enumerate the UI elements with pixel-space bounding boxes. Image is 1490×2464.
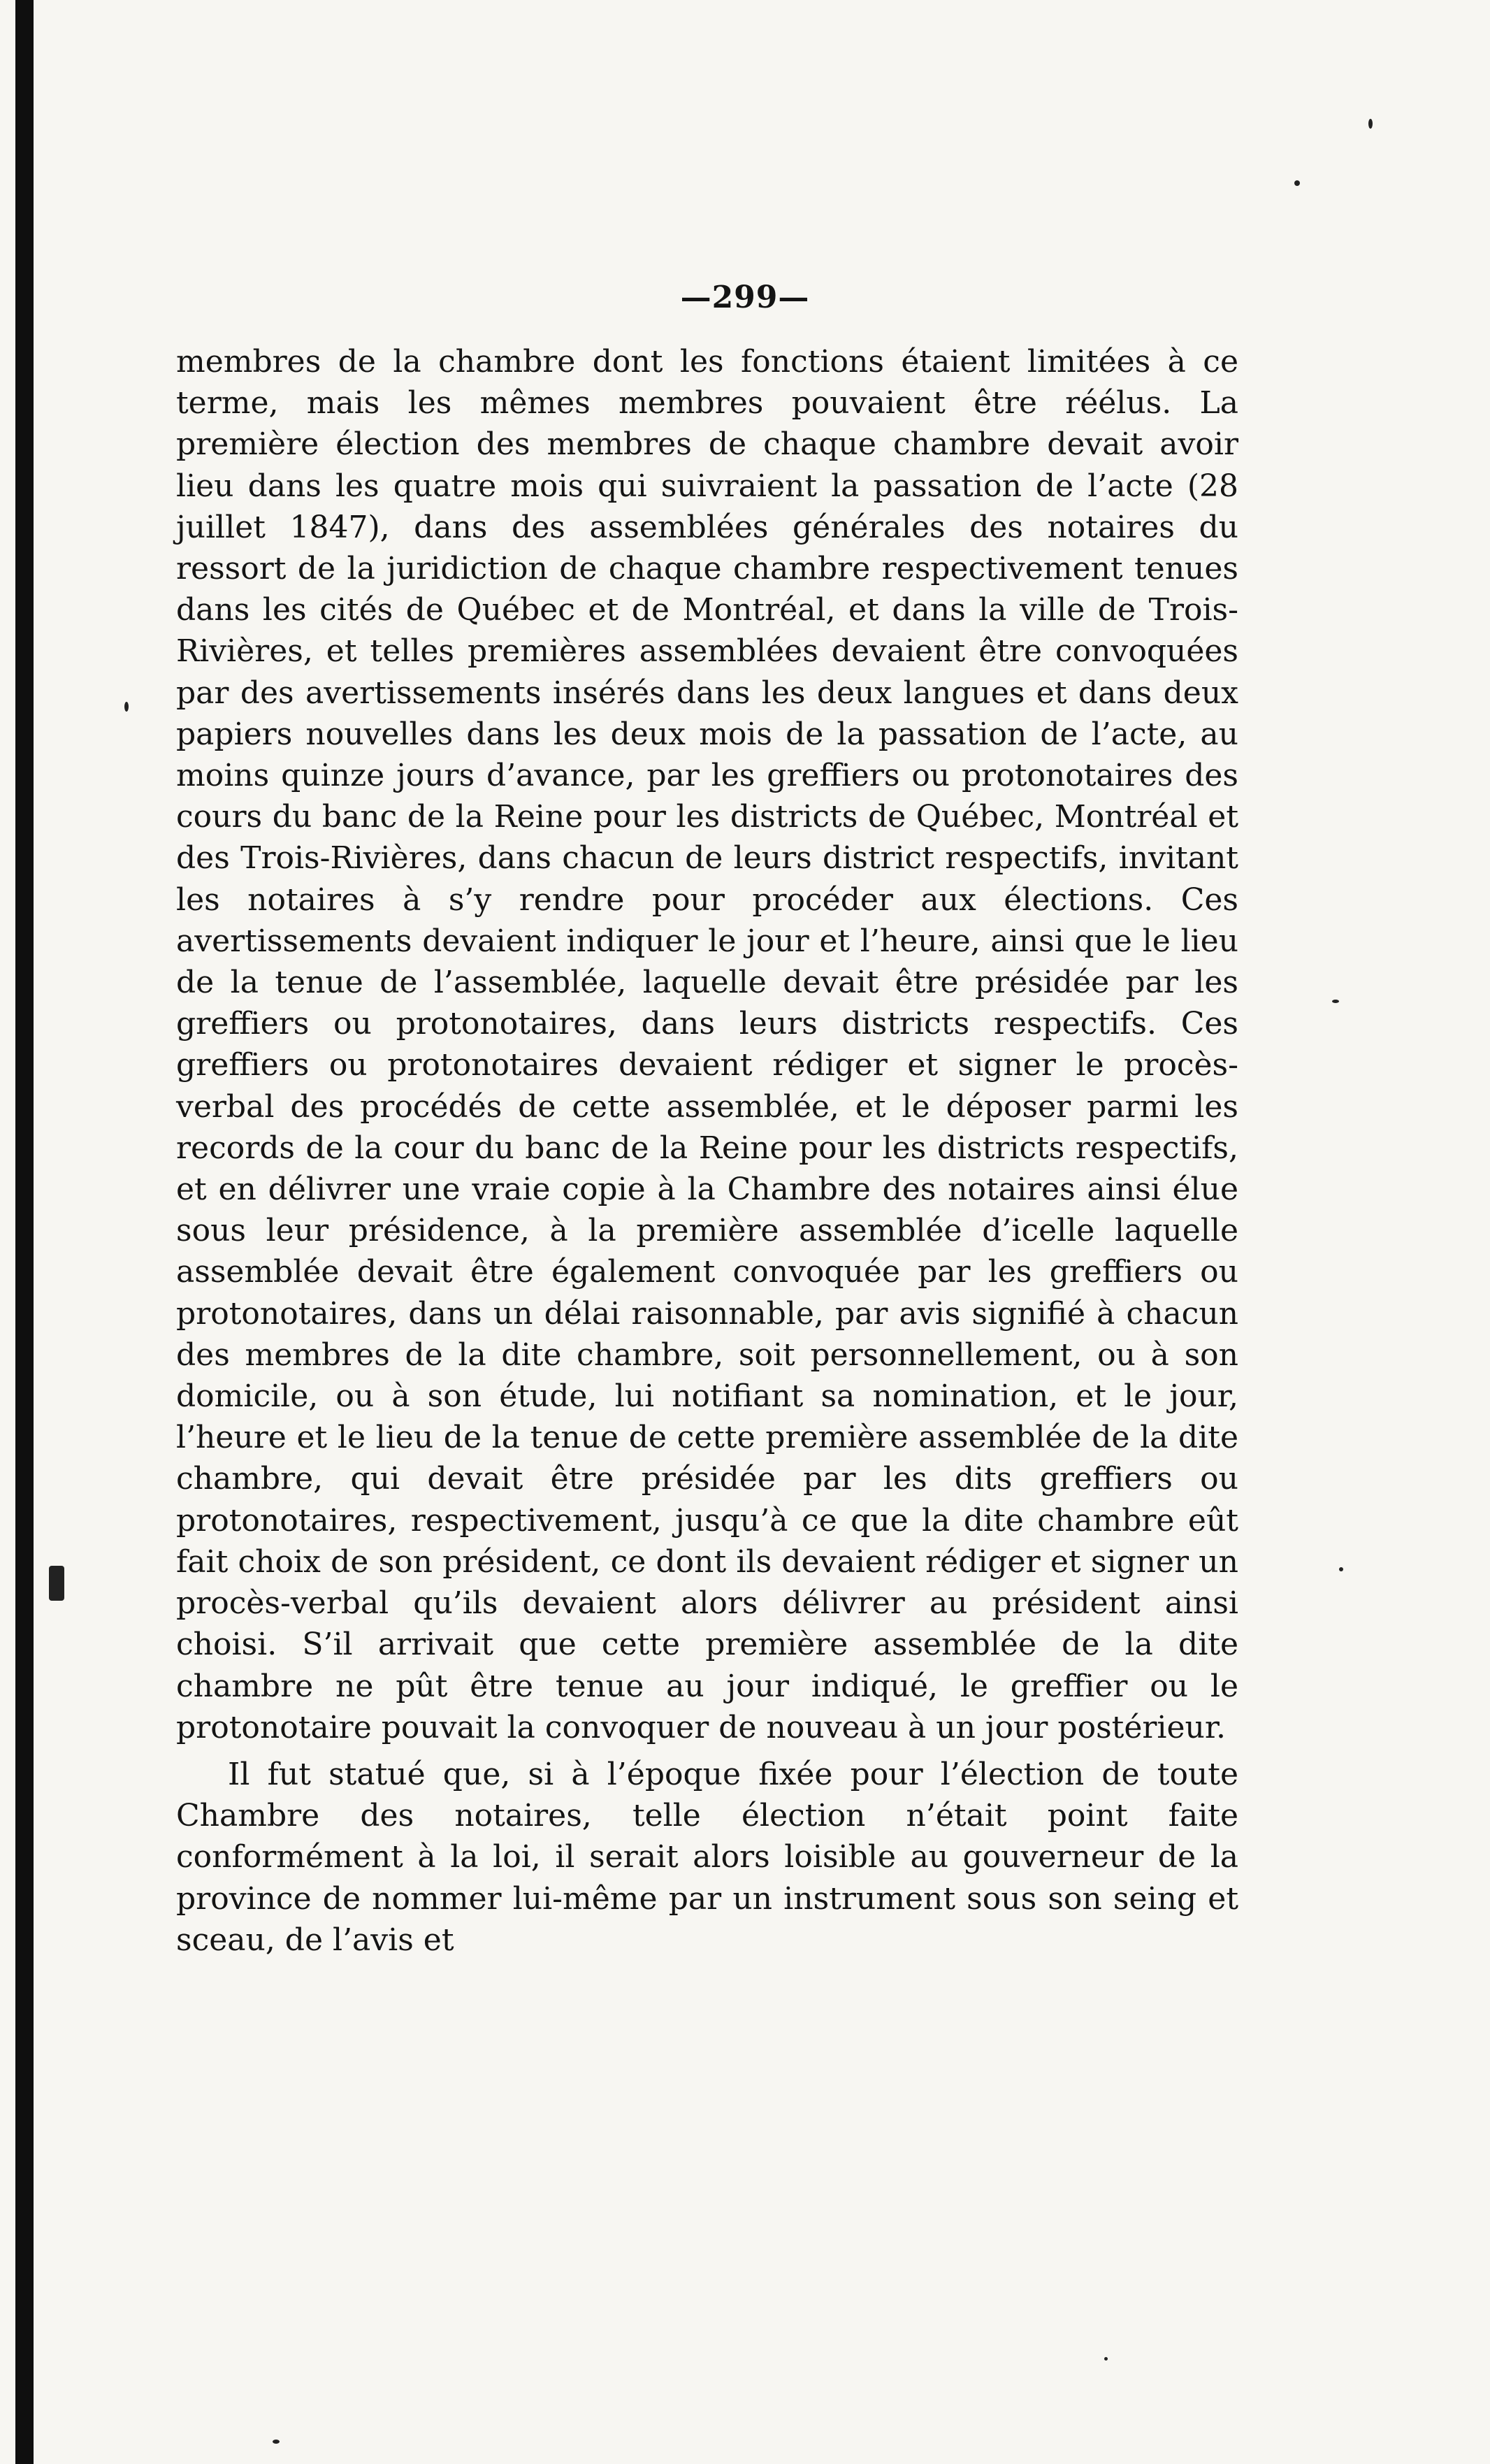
- page-number: —299—: [680, 280, 810, 315]
- scan-speck: [124, 702, 129, 712]
- paragraph: membres de la chambre dont les fonctions étaient limitées à ce terme, mais les mêmes membres pouvaient être réélus. La première élection des membres de chaque chambre devait avoir lieu dans les quatre mois qui suivraient la passation de l’acte (28 juillet 1847), dans des assemblées générales des notaires du ressort de la juridiction de chaque chambre respectivement tenues dans les cités de Québec et de Montréal, et dans la ville de Trois-Rivières, et telles premières assemblées devaient être convoquées par des avertissements insérés dans les deux langues et dans deux papiers nouvelles dans les deux mois de la passation de l’acte, au moins quinze jours d’avance, par les greffiers ou protonotaires des cours du banc de la Reine pour les districts de Québec, Montréal et des Trois-Rivières, dans chacun de leurs district respectifs, invitant les notaires à s’y rendre pour procéder aux élections. Ces avertissements devaient indiquer le jour et l’heure, ainsi que le lieu de la tenue de l’assemblée, laquelle devait être présidée par les greffiers ou protonotaires, dans leurs districts respectifs. Ces greffiers ou protonotaires devaient rédiger et signer le procès-verbal des procédés de cette assemblée, et le déposer parmi les records de la cour du banc de la Reine pour les districts respectifs, et en délivrer une vraie copie à la Chambre des notaires ainsi élue sous leur présidence, à la première assemblée d’icelle laquelle assemblée devait être également convoquée par les greffiers ou protonotaires, dans un délai raisonnable, par avis signifié à chacun des membres de la dite chambre, soit personnellement, ou à son domicile, ou à son étude, lui notifiant sa nomination, et le jour, l’heure et le lieu de la tenue de cette première assemblée de la dite chambre, qui devait être présidée par les dits greffiers ou protonotaires, respectivement, jusqu’à ce que la dite chambre eût fait choix de son président, ce dont ils devaient rédiger et signer un procès-verbal qu’ils devaient alors délivrer au président ainsi choisi. S’il arrivait que cette première assemblée de la dite chambre ne pût être tenue au jour indiqué, le greffier ou le protonotaire pouvait la convoquer de nouveau à un jour postérieur.: [176, 344, 1238, 1745]
- scan-speck: [1332, 1000, 1339, 1003]
- scan-speck: [273, 2440, 280, 2444]
- scan-binding-edge: [15, 0, 34, 2464]
- scan-speck: [1294, 180, 1300, 186]
- paragraph: Il fut statué que, si à l’époque fixée pour l’élection de toute Chambre des notaires, telle élection n’était point faite conformément à la loi, il serait alors loisible au gouverneur de la province de nommer lui-même par un instrument sous son seing et sceau, de l’avis et: [176, 1756, 1238, 1958]
- scan-speck: [1368, 119, 1373, 129]
- scan-speck: [1339, 1567, 1343, 1571]
- body-text: [176, 341, 1238, 1961]
- scan-speck: [49, 1566, 64, 1601]
- scan-speck: [1104, 2357, 1108, 2361]
